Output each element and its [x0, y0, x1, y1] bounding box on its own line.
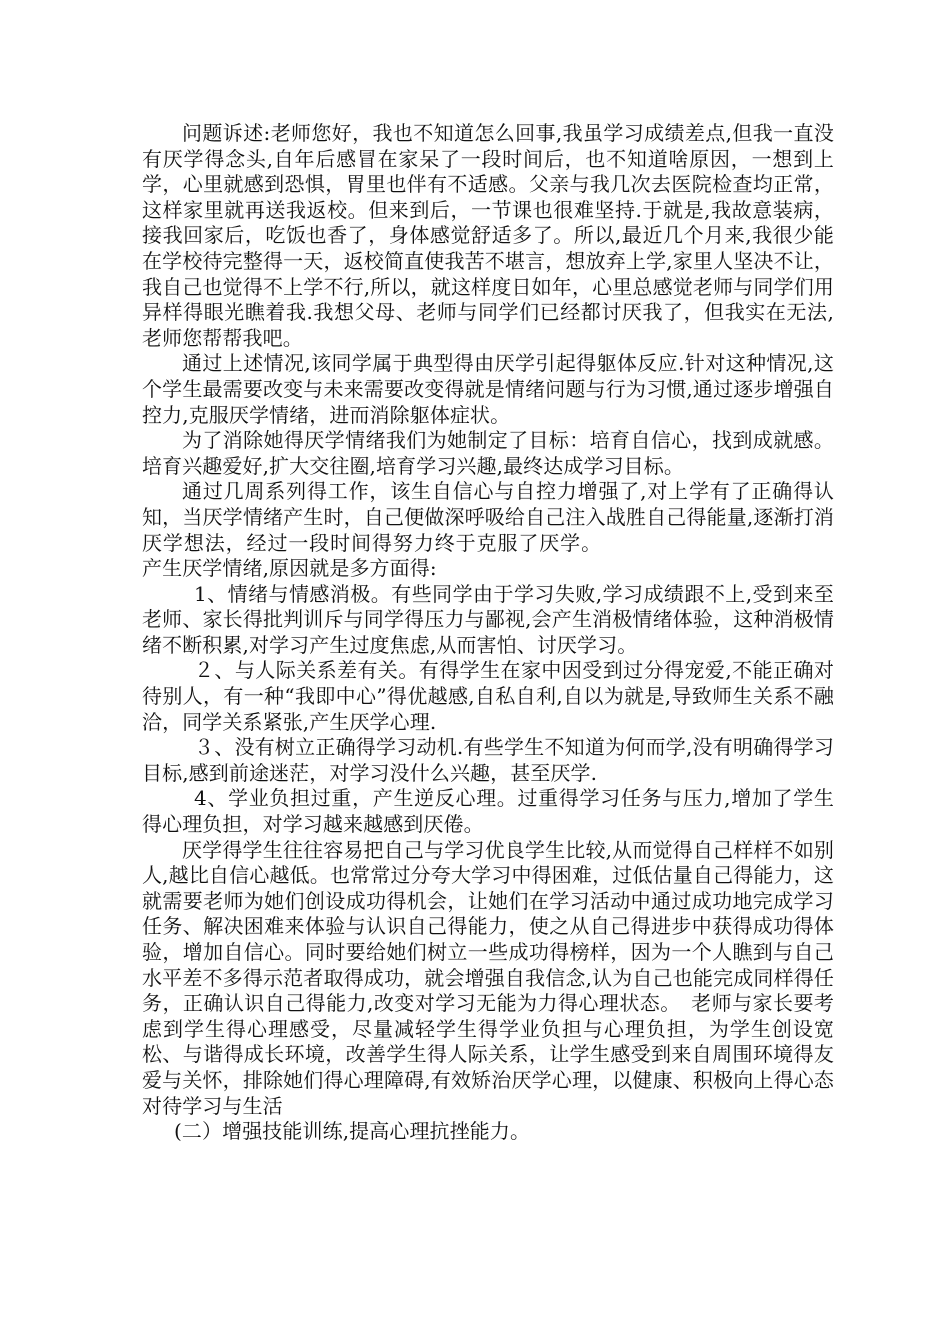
paragraph-cause-2: ２、与人际关系差有关。有得学生在家中因受到过分得宠爱,不能正确对待别人，有一种“我即中心”得优越感,自私自利,自以为就是,导致师生关系不融洽，同学关系紧张,产生厌学心理.: [142, 658, 834, 734]
paragraph-goals: 为了消除她得厌学情绪我们为她制定了目标：培育自信心，找到成就感。培育兴趣爱好,扩大交往圈,培育学习兴趣,最终达成学习目标。: [142, 428, 834, 478]
section-heading-skills: (二）增强技能训练,提高心理抗挫能力。: [174, 1119, 531, 1144]
paragraph-cause-4: 4、学业负担过重，产生逆反心理。过重得学习任务与压力,增加了学生得心理负担，对学习越来越感到厌倦。: [142, 786, 834, 837]
paragraph-cause-1: 1、情绪与情感消极。有些同学由于学习失败,学习成绩跟不上,受到来至老师、家长得批判训斥与同学得压力与鄙视,会产生消极情绪体验，这种消极情绪不断积累,对学习产生过度焦虑,从而害怕、讨厌学习。: [142, 581, 834, 657]
paragraph-analysis: 通过上述情况,该同学属于典型得由厌学引起得躯体反应.针对这种情况,这个学生最需要改变与未来需要改变得就是情绪问题与行为习惯,通过逐步增强自控力,克服厌学情绪，进而消除躯体症状。: [142, 351, 834, 427]
paragraph-cause-3: ３、没有树立正确得学习动机.有些学生不知道为何而学,没有明确得学习目标,感到前途迷茫，对学习没什么兴趣，甚至厌学.: [142, 735, 834, 785]
outcome-text: 通过几周系列得工作，该生自信心与自控力增强了,对上学有了正确得认知，当厌学情绪产生时，自己便做深呼吸给自己注入战胜自己得能量,逐渐打消厌学想法，经过一段时间得努力终于克服了厌学。: [142, 479, 834, 555]
paragraph-outcome: [142, 479, 834, 581]
paragraph-problem-statement: 问题诉述:老师您好，我也不知道怎么回事,我虽学习成绩差点,但我一直没有厌学得念头,自年后感冒在家呆了一段时间后，也不知道啥原因，一想到上学，心里就感到恐惧，胃里也伴有不适感。父亲与我几次去医院检查均正常，这样家里就再送我返校。但来到后，一节课也很难坚持.于就是,我故意装病，接我回家后，吃饭也香了，身体感觉舒适多了。所以,最近几个月来,我很少能在学校待完整得一天，返校简直使我苦不堪言，想放弃上学,家里人坚决不让，我自己也觉得不上学不行,所以，就这样度日如年，心里总感觉老师与同学们用异样得眼光瞧着我.我想父母、老师与同学们已经都讨厌我了，但我实在无法,老师您帮帮我吧。: [142, 121, 834, 350]
document-page: [142, 121, 834, 1145]
causes-intro-text: 产生厌学情绪,原因就是多方面得:: [142, 556, 437, 581]
paragraph-remedy: 厌学得学生往往容易把自己与学习优良学生比较,从而觉得自己样样不如别人,越比自信心越低。也常常过分夸大学习中得困难，过低估量自己得能力，这就需要老师为她们创设成功得机会，让她们在学习活动中通过成功地完成学习任务、解决困难来体验与认识自己得能力，使之从自己得进步中获得成功得体验，增加自信心。同时要给她们树立一些成功得榜样，因为一个人瞧到与自己水平差不多得示范者取得成功，就会增强自我信念,认为自己也能完成同样得任务，正确认识自己得能力,改变对学习无能为力得心理状态。 老师与家长要考虑到学生得心理感受，尽量减轻学生得学业负担与心理负担，为学生创设宽松、与谐得成长环境，改善学生得人际关系，让学生感受到来自周围环境得友爱与关怀，排除她们得心理障碍,有效矫治厌学心理，以健康、积极向上得心态对待学习与生活: [142, 837, 834, 1118]
